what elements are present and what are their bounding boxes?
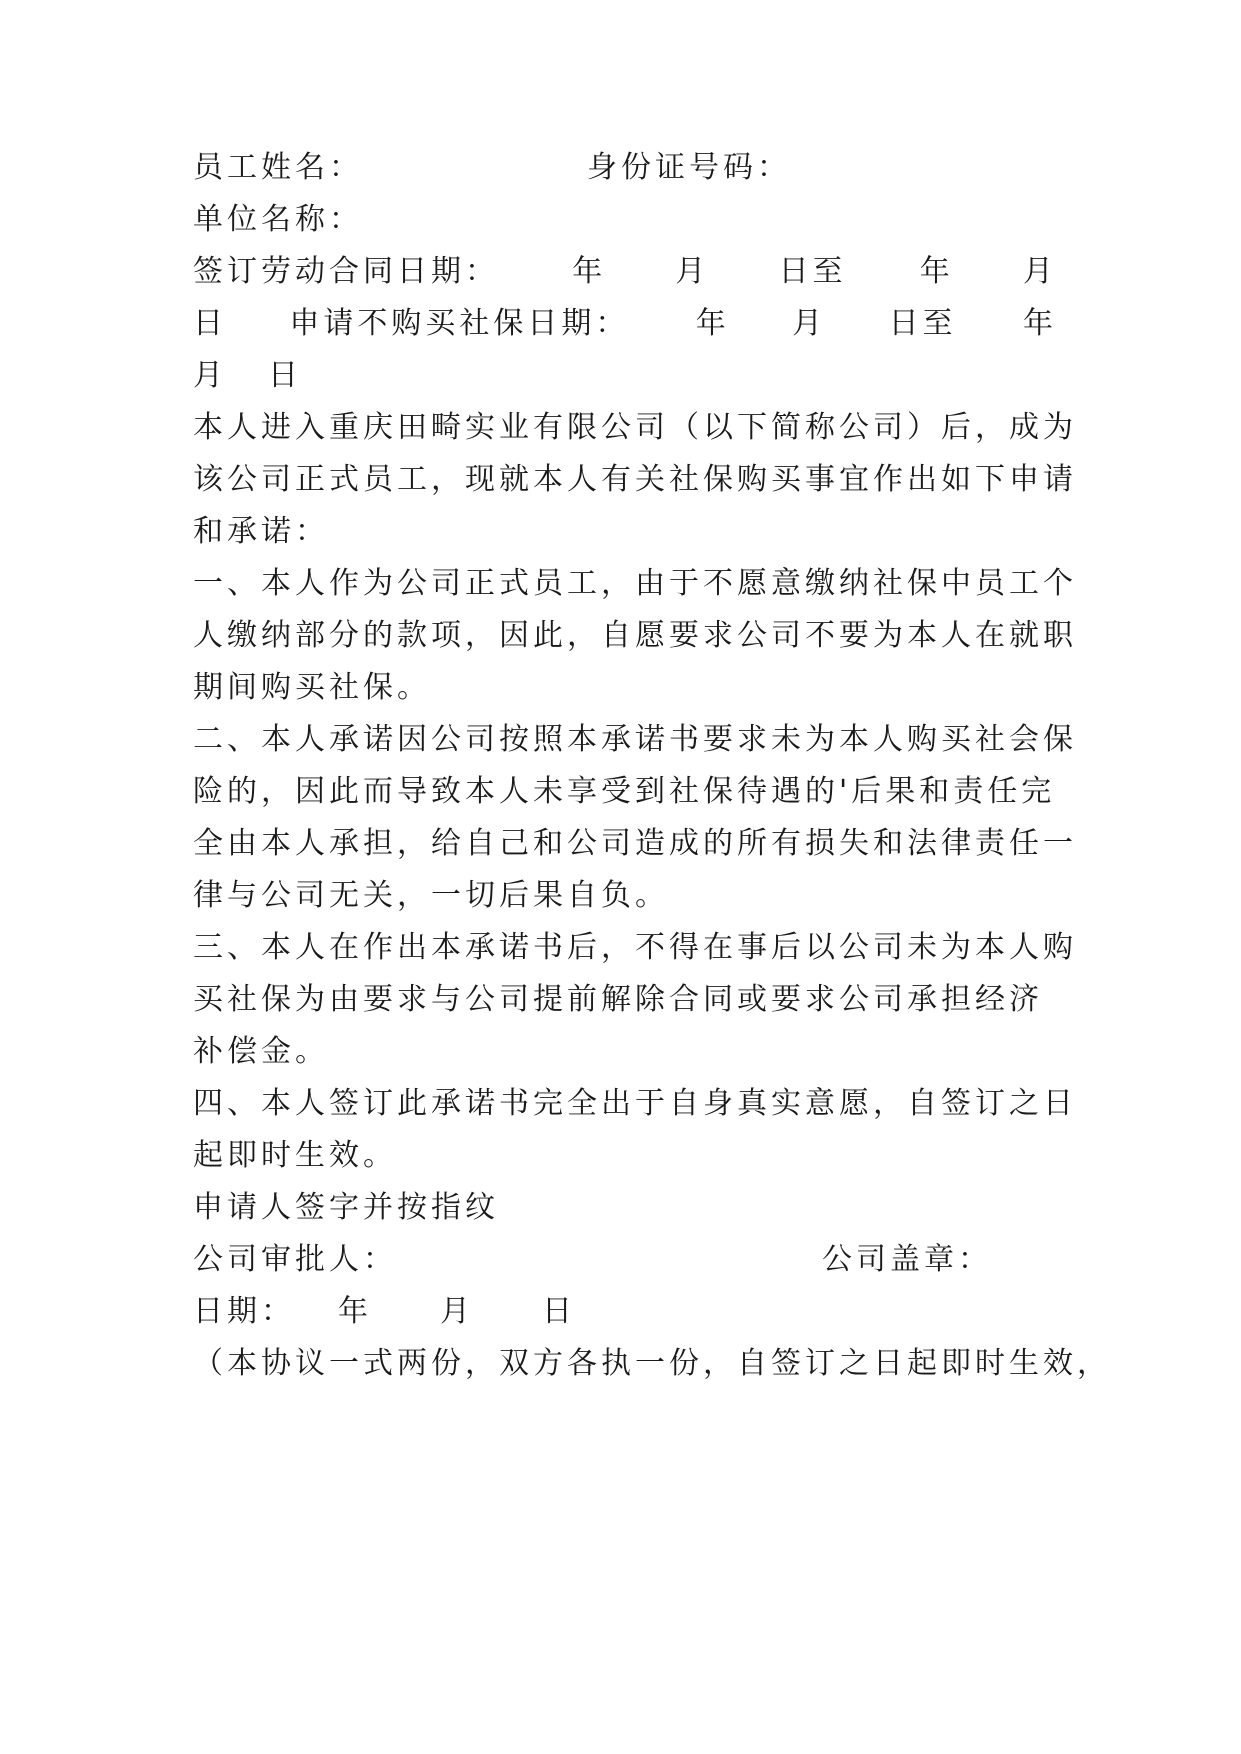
- applicant-signature-label: 申请人签字并按指纹: [193, 1190, 499, 1225]
- date-year: 年: [338, 1294, 372, 1329]
- date-part: 年: [919, 254, 950, 289]
- company-stamp-label: 公司盖章：: [822, 1242, 992, 1277]
- clause-3-line: 买社保为由要求与公司提前解除合同或要求公司承担经济: [193, 982, 1043, 1017]
- date-part: 年: [572, 254, 603, 289]
- id-number-label: 身份证号码：: [587, 150, 791, 185]
- clause-1-line: 一、本人作为公司正式员工，由于不愿意缴纳社保中员工个: [193, 566, 1077, 601]
- approver-label: 公司审批人：: [193, 1242, 397, 1277]
- date-part: 年: [1022, 306, 1053, 341]
- clause-1-line: 期间购买社保。: [193, 670, 431, 705]
- intro-line: 本人进入重庆田畸实业有限公司（以下简称公司）后，成为: [193, 410, 1077, 445]
- date-day: 日: [542, 1294, 576, 1329]
- date-label: 日期：: [193, 1294, 295, 1329]
- clause-3-line: 补偿金。: [193, 1034, 329, 1069]
- date-part: 日: [193, 306, 223, 341]
- clause-1-line: 人缴纳部分的款项，因此，自愿要求公司不要为本人在就职: [193, 618, 1077, 653]
- clause-2-line: 险的，因此而导致本人未享受到社保待遇的'后果和责任完: [193, 774, 1056, 809]
- date-part: 日至: [888, 306, 957, 341]
- date-part: 日至: [778, 254, 847, 289]
- date-month: 月: [440, 1294, 474, 1329]
- date-part: 月: [792, 306, 823, 341]
- clause-4-line: 四、本人签订此承诺书完全出于自身真实意愿，自签订之日: [193, 1086, 1077, 1121]
- date-part: 年: [695, 306, 726, 341]
- contract-date-line-2: [193, 304, 1053, 344]
- clause-2-line: 二、本人承诺因公司按照本承诺书要求未为本人购买社会保: [193, 722, 1077, 757]
- contract-date-line-1: [193, 252, 1053, 292]
- clause-3-line: 三、本人在作出本承诺书后，不得在事后以公司未为本人购: [193, 930, 1077, 965]
- clause-2-line: 律与公司无关，一切后果自负。: [193, 878, 669, 913]
- unit-name-label: 单位名称：: [193, 202, 363, 237]
- employee-name-label: 员工姓名：: [193, 150, 363, 185]
- footer-note: （本协议一式两份，双方各执一份，自签订之日起即时生效，: [193, 1346, 1111, 1381]
- no-social-insurance-label: 申请不购买社保日期：: [289, 306, 630, 341]
- date-part: 日: [268, 358, 302, 393]
- date-part: 月: [193, 358, 227, 393]
- date-part: 月: [1022, 254, 1053, 289]
- intro-line: 和承诺：: [193, 514, 329, 549]
- intro-line: 该公司正式员工，现就本人有关社保购买事宜作出如下申请: [193, 462, 1077, 497]
- clause-2-line: 全由本人承担，给自己和公司造成的所有损失和法律责任一: [193, 826, 1077, 861]
- date-part: 月: [675, 254, 706, 289]
- clause-4-line: 起即时生效。: [193, 1138, 397, 1173]
- contract-date-label: 签订劳动合同日期：: [193, 254, 499, 289]
